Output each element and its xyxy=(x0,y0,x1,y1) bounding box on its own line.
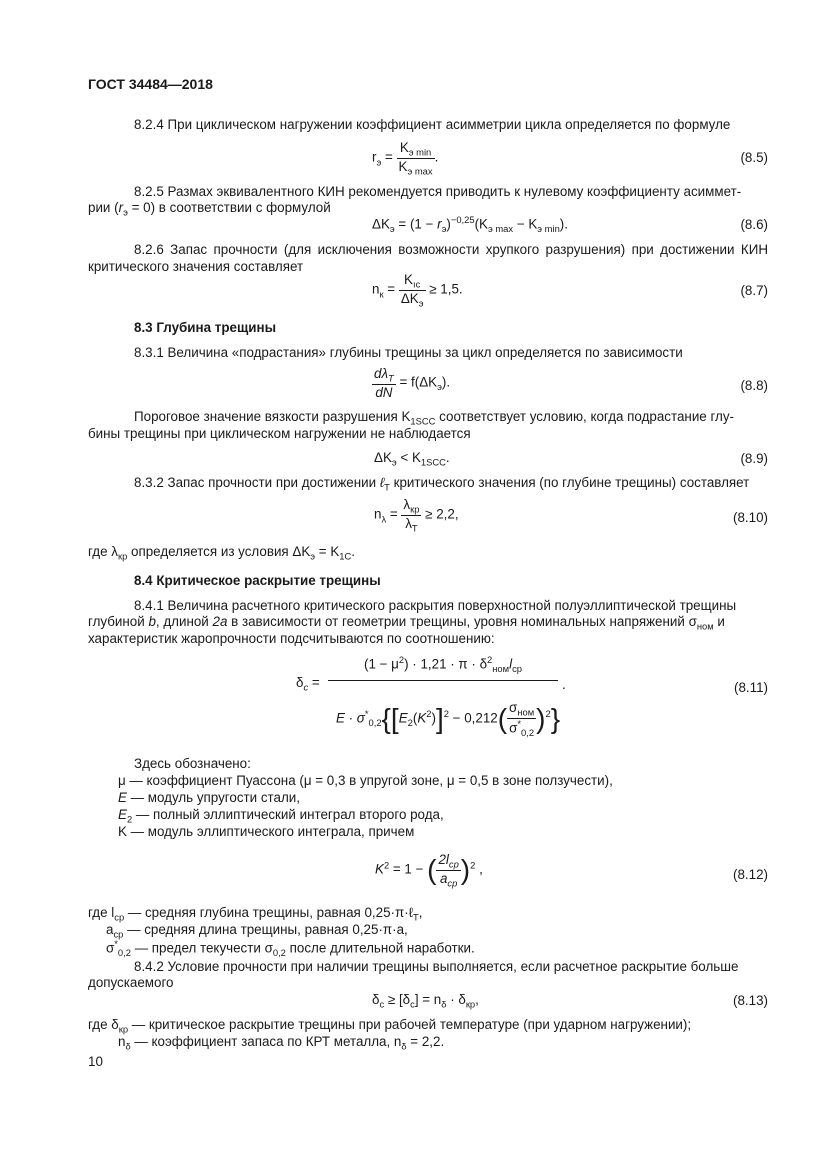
legend-e2: $E_2$ — полный эллиптический интеграл второго рода, xyxy=(118,807,444,825)
f85-den: K xyxy=(398,158,408,174)
paragraph-8-2-4: 8.2.4 При циклическом нагружении коэффициент асимметрии цикла определяется по формуле xyxy=(134,117,731,132)
f85-num-sub: э min xyxy=(408,147,432,158)
formula-number-8-7: (8.7) xyxy=(740,283,768,298)
f85-den-sub: э max xyxy=(407,166,433,177)
paragraph-threshold-cont: бины трещины при циклическом нагружении не наблюдается xyxy=(88,426,471,441)
formula-8-13: $\delta_c \ge [\delta_c] = n_\delta \cdot \delta_{кр}$, xyxy=(372,992,479,1010)
formula-number-8-12: (8.12) xyxy=(733,867,768,882)
paragraph-8-2-5-cont: рии $(r_э = 0)$ в соответствии с формулой xyxy=(88,200,331,218)
paragraph-8-2-6: 8.2.6 Запас прочности (для исключения возможности хрупкого разрушения) при достижении КИН критического значения составляет xyxy=(88,242,768,274)
legend-e: E — модуль упругости стали, xyxy=(118,790,300,805)
formula-number-8-8: (8.8) xyxy=(740,378,768,393)
formula-8-9: $\Delta K_э < K_{1SCC}$. xyxy=(374,450,450,468)
paragraph-8-4-1: 8.4.1 Величина расчетного критического раскрытия поверхностной полуэллиптической трещины xyxy=(134,598,737,613)
f85-tail: . xyxy=(434,149,439,165)
paragraph-8-3-2: 8.3.2 Запас прочности при достижении ℓ$_T$ критического значения (по глубине трещины) составляет xyxy=(134,475,750,493)
formula-8-11-denominator: $E \cdot \sigma^*_{0,2}\{[E_2(K^2)]^2 - 0,212$( $\frac{\sigma_{ном}}{\sigma^*_{0,2}}$ )$^2$} xyxy=(335,700,561,738)
where-8-12-l2: $a_{cp}$ — средняя длина трещины, равная 0,25·π·a, xyxy=(106,922,408,940)
formula-8-11-numerator: $(1 - \mu^2) \cdot 1,21 \cdot \pi \cdot \delta^2_{ном}l_{cp}$ xyxy=(328,655,558,681)
document-header: ГОСТ 34484—2018 xyxy=(88,76,213,92)
where-8-10: где $\lambda_{кр}$ определяется из условия $\Delta K_э = K_{1C}$. xyxy=(88,544,355,562)
formula-8-5 xyxy=(372,140,438,176)
formula-8-11-lhs: $\delta_c$ = xyxy=(296,675,320,693)
page-number: 10 xyxy=(88,1054,103,1069)
formula-number-8-10: (8.10) xyxy=(733,510,768,525)
paragraph-8-4-1-cont: глубиной b, длиной 2a в зависимости от геометрии трещины, уровня номинальных напряжений $\sigma_{ном}$ и xyxy=(88,614,725,632)
formula-8-8: $\frac{d\lambda_T}{dN}$ = $f(\Delta K_э)$. xyxy=(374,366,451,400)
paragraph-8-4-2: 8.4.2 Условие прочности при наличии трещины выполняется, если расчетное раскрытие больше xyxy=(134,959,739,974)
where-8-12-l1: где $l_{cp}$ — средняя глубина трещины, равная 0,25·π·ℓ$_T$, xyxy=(88,905,423,923)
paragraph-8-2-5: 8.2.5 Размах эквивалентного КИН рекомендуется приводить к нулевому коэффициенту асиммет- xyxy=(134,184,742,199)
section-heading-8-3: 8.3 Глубина трещины xyxy=(134,320,277,335)
f85-num: K xyxy=(399,140,409,155)
formula-8-6: $\Delta K_э = (1 - r_э)^{-0,25}(K_{э max} - K_{э min})$. xyxy=(372,215,568,235)
formula-number-8-13: (8.13) xyxy=(733,993,768,1008)
paragraph-8-4-2-cont: допускаемого xyxy=(88,975,174,990)
f85-lhs: r xyxy=(372,149,377,165)
formula-8-11-tail: . xyxy=(562,677,566,692)
section-heading-8-4: 8.4 Критическое раскрытие трещины xyxy=(134,573,381,588)
where-8-13-l2: $n_\delta$ — коэффициент запаса по КРТ металла, $n_\delta = 2,2$. xyxy=(118,1034,445,1052)
f85-eq: = xyxy=(381,149,397,165)
where-8-12-l3: $\sigma^*_{0,2}$ — предел текучести $\sigma_{0,2}$ после длительной наработки. xyxy=(106,939,475,959)
formula-number-8-9: (8.9) xyxy=(740,451,768,466)
legend-mu: μ — коэффициент Пуассона (μ = 0,3 в упругой зоне, μ = 0,5 в зоне ползучести), xyxy=(118,773,613,788)
paragraph-8-4-1-cont2: характеристик жаропрочности подсчитываются по соотношению: xyxy=(88,631,495,646)
formula-number-8-6: (8.6) xyxy=(740,217,768,232)
legend-k: K — модуль эллиптического интеграла, причем xyxy=(118,824,415,839)
formula-number-8-11: (8.11) xyxy=(734,680,768,695)
formula-number-8-5: (8.5) xyxy=(740,150,768,165)
f85-lhs-sub: э xyxy=(376,157,382,168)
paragraph-threshold: Пороговое значение вязкости разрушения $K_{1SCC}$ соответствует условию, когда подрастание глу- xyxy=(134,409,735,427)
formula-8-12: $K^2 = 1$ − ( $\frac{2l_{cp}}{a_{cp}}$ )$^2$ , xyxy=(375,852,483,889)
formula-8-7: $n_к$ = $\frac{K_{ıc}}{\Delta K_э}$ ≥ 1,5. xyxy=(372,272,463,309)
formula-8-10: $n_\lambda$ = $\frac{\lambda_{кр}}{\lambda_T}$ ≥ 2,2, xyxy=(374,497,459,534)
legend-intro: Здесь обозначено: xyxy=(134,756,251,771)
paragraph-8-3-1: 8.3.1 Величина «подрастания» глубины трещины за цикл определяется по зависимости xyxy=(134,345,683,360)
where-8-13-l1: где $\delta_{кр}$ — критическое раскрытие трещины при рабочей температуре (при ударном нагружении); xyxy=(88,1017,692,1035)
